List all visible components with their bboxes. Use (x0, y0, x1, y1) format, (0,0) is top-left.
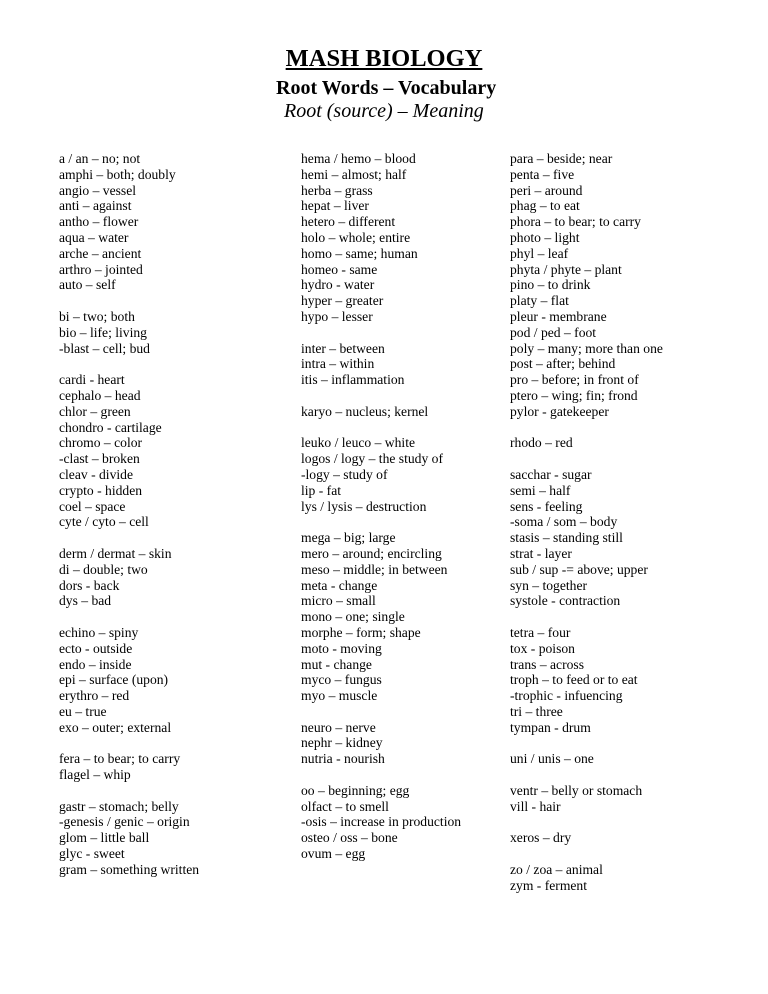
root-entry: nutria - nourish (301, 751, 385, 767)
root-entry: glom – little ball (59, 830, 150, 846)
root-group (510, 625, 663, 736)
root-entry: lip - fat (301, 482, 342, 498)
root-entry: hema / hemo – blood (301, 151, 416, 166)
root-entry: -genesis / genic – origin (59, 814, 190, 830)
root-entry: itis – inflammation (301, 372, 405, 388)
root-entry: amphi – both; doubly (59, 166, 176, 182)
root-entry: cyte / cyto – cell (59, 514, 149, 530)
root-entry: meso – middle; in between (301, 561, 448, 577)
root-group (510, 862, 663, 894)
root-entry: hydro - water (301, 277, 375, 293)
root-entry: morphe – form; shape (301, 624, 421, 640)
root-entry: pleur - membrane (510, 308, 607, 324)
root-entry: vill - hair (510, 798, 561, 814)
root-group (510, 151, 663, 420)
root-entry: aqua – water (59, 229, 129, 245)
root-entry: coel – space (59, 498, 126, 514)
root-entry: hyper – greater (301, 293, 384, 309)
root-entry: uni / unis – one (510, 751, 594, 767)
root-group (301, 435, 461, 514)
root-entry: logos / logy – the study of (301, 451, 443, 467)
root-entry: cephalo – head (59, 387, 141, 403)
root-group (59, 309, 199, 356)
root-entry: arche – ancient (59, 245, 142, 261)
root-group (510, 435, 663, 451)
root-group (510, 830, 663, 846)
root-entry: semi – half (510, 482, 571, 498)
root-entry: herba – grass (301, 182, 373, 198)
root-entry: -clast – broken (59, 451, 140, 467)
root-entry: tri – three (510, 703, 563, 719)
root-entry: post – after; behind (510, 356, 616, 372)
root-entry: neuro – nerve (301, 719, 376, 735)
root-entry: ecto - outside (59, 640, 133, 656)
root-entry: tox - poison (510, 640, 575, 656)
vocab-column-3 (510, 151, 663, 909)
root-entry: ptero – wing; fin; frond (510, 387, 638, 403)
root-entry: intra – within (301, 356, 375, 372)
root-group (301, 404, 461, 420)
root-entry: mut - change (301, 656, 372, 672)
root-entry: arthro – jointed (59, 261, 143, 277)
root-group (59, 751, 199, 783)
root-entry: homeo - same (301, 261, 378, 277)
root-entry: cleav - divide (59, 466, 133, 482)
root-entry: platy – flat (510, 293, 569, 309)
root-entry: dys – bad (59, 593, 112, 609)
root-entry: exo – outer; external (59, 719, 172, 735)
root-entry: dors - back (59, 577, 120, 593)
root-entry: glyc - sweet (59, 846, 125, 862)
root-entry: penta – five (510, 166, 575, 182)
root-entry: homo – same; human (301, 245, 418, 261)
vocab-column-2 (301, 151, 461, 878)
root-entry: photo – light (510, 229, 580, 245)
root-entry: hepat – liver (301, 198, 369, 214)
root-entry: sub / sup -= above; upper (510, 561, 648, 577)
root-entry: -blast – cell; bud (59, 340, 150, 356)
root-entry: hemi – almost; half (301, 166, 407, 182)
root-entry: di – double; two (59, 561, 148, 577)
root-entry: echino – spiny (59, 624, 139, 640)
root-entry: tympan - drum (510, 719, 591, 735)
root-entry: endo – inside (59, 656, 132, 672)
root-entry: poly – many; more than one (510, 340, 663, 356)
column-legend: Root (source) – Meaning (284, 100, 484, 122)
root-entry: a / an – no; not (59, 151, 141, 166)
root-entry: chromo – color (59, 435, 143, 451)
root-entry: inter – between (301, 340, 385, 356)
root-entry: pro – before; in front of (510, 372, 639, 388)
root-entry: myo – muscle (301, 688, 378, 704)
root-entry: pod / ped – foot (510, 324, 597, 340)
root-entry: para – beside; near (510, 151, 613, 166)
root-entry: troph – to feed or to eat (510, 672, 638, 688)
root-group (59, 372, 199, 530)
root-entry: pino – to drink (510, 277, 591, 293)
root-entry: phag – to eat (510, 198, 580, 214)
root-entry: moto - moving (301, 640, 382, 656)
root-entry: strat - layer (510, 545, 572, 561)
root-entry: bi – two; both (59, 308, 135, 324)
root-group (59, 799, 199, 878)
root-entry: tetra – four (510, 624, 571, 640)
root-entry: crypto - hidden (59, 482, 143, 498)
root-entry: stasis – standing still (510, 530, 623, 546)
root-entry: gram – something written (59, 861, 200, 877)
root-entry: rhodo – red (510, 435, 573, 451)
root-entry: phyl – leaf (510, 245, 569, 261)
root-entry: ovum – egg (301, 846, 366, 862)
root-group (59, 625, 199, 736)
root-entry: systole - contraction (510, 593, 621, 609)
root-entry: myco – fungus (301, 672, 382, 688)
root-entry: holo – whole; entire (301, 229, 411, 245)
root-entry: -trophic - infuencing (510, 688, 623, 704)
root-entry: fera – to bear; to carry (59, 751, 181, 767)
root-entry: epi – surface (upon) (59, 672, 169, 688)
root-entry: syn – together (510, 577, 588, 593)
root-entry: auto – self (59, 277, 116, 293)
root-group (301, 530, 461, 704)
root-entry: oo – beginning; egg (301, 782, 410, 798)
page-subtitle: Root Words – Vocabulary (276, 77, 497, 99)
root-entry: mono – one; single (301, 609, 405, 625)
root-group (59, 546, 199, 609)
root-entry: meta - change (301, 577, 378, 593)
root-entry: pylor - gatekeeper (510, 403, 609, 419)
root-group (301, 783, 461, 862)
root-entry: cardi - heart (59, 372, 125, 388)
root-entry: ventr – belly or stomach (510, 782, 643, 798)
root-entry: antho – flower (59, 214, 139, 230)
root-group (510, 783, 663, 815)
root-entry: -logy – study of (301, 466, 388, 482)
root-entry: lys / lysis – destruction (301, 498, 427, 514)
root-entry: mero – around; encircling (301, 545, 442, 561)
root-entry: phyta / phyte – plant (510, 261, 622, 277)
root-entry: chlor – green (59, 403, 131, 419)
root-entry: karyo – nucleus; kernel (301, 403, 429, 419)
root-entry: flagel – whip (59, 767, 131, 783)
root-entry: micro – small (301, 593, 376, 609)
root-entry: xeros – dry (510, 830, 572, 846)
root-entry: hypo – lesser (301, 308, 373, 324)
root-entry: -soma / som – body (510, 514, 618, 530)
root-group (301, 341, 461, 388)
root-entry: peri – around (510, 182, 583, 198)
root-entry: zo / zoa – animal (510, 861, 603, 877)
root-entry: phora – to bear; to carry (510, 214, 641, 230)
root-group (301, 151, 461, 325)
root-entry: mega – big; large (301, 530, 396, 546)
root-entry: erythro – red (59, 688, 130, 704)
root-entry: hetero – different (301, 214, 396, 230)
root-entry: derm / dermat – skin (59, 545, 172, 561)
root-entry: anti – against (59, 198, 132, 214)
root-group (59, 151, 199, 293)
root-entry: bio – life; living (59, 324, 147, 340)
root-entry: angio – vessel (59, 182, 137, 198)
root-group (510, 751, 663, 767)
root-entry: trans – across (510, 656, 584, 672)
root-entry: sacchar - sugar (510, 466, 592, 482)
root-group (301, 720, 461, 767)
root-entry: chondro - cartilage (59, 419, 162, 435)
root-entry: sens - feeling (510, 498, 583, 514)
root-entry: osteo / oss – bone (301, 830, 398, 846)
root-group (510, 467, 663, 609)
root-entry: olfact – to smell (301, 798, 389, 814)
root-entry: zym - ferment (510, 877, 587, 893)
root-entry: gastr – stomach; belly (59, 798, 179, 814)
root-entry: leuko / leuco – white (301, 435, 416, 451)
root-entry: -osis – increase in production (301, 814, 462, 830)
page-title: MASH BIOLOGY (285, 45, 483, 72)
root-entry: nephr – kidney (301, 735, 383, 751)
vocab-column-1 (59, 151, 199, 893)
root-entry: eu – true (59, 703, 107, 719)
